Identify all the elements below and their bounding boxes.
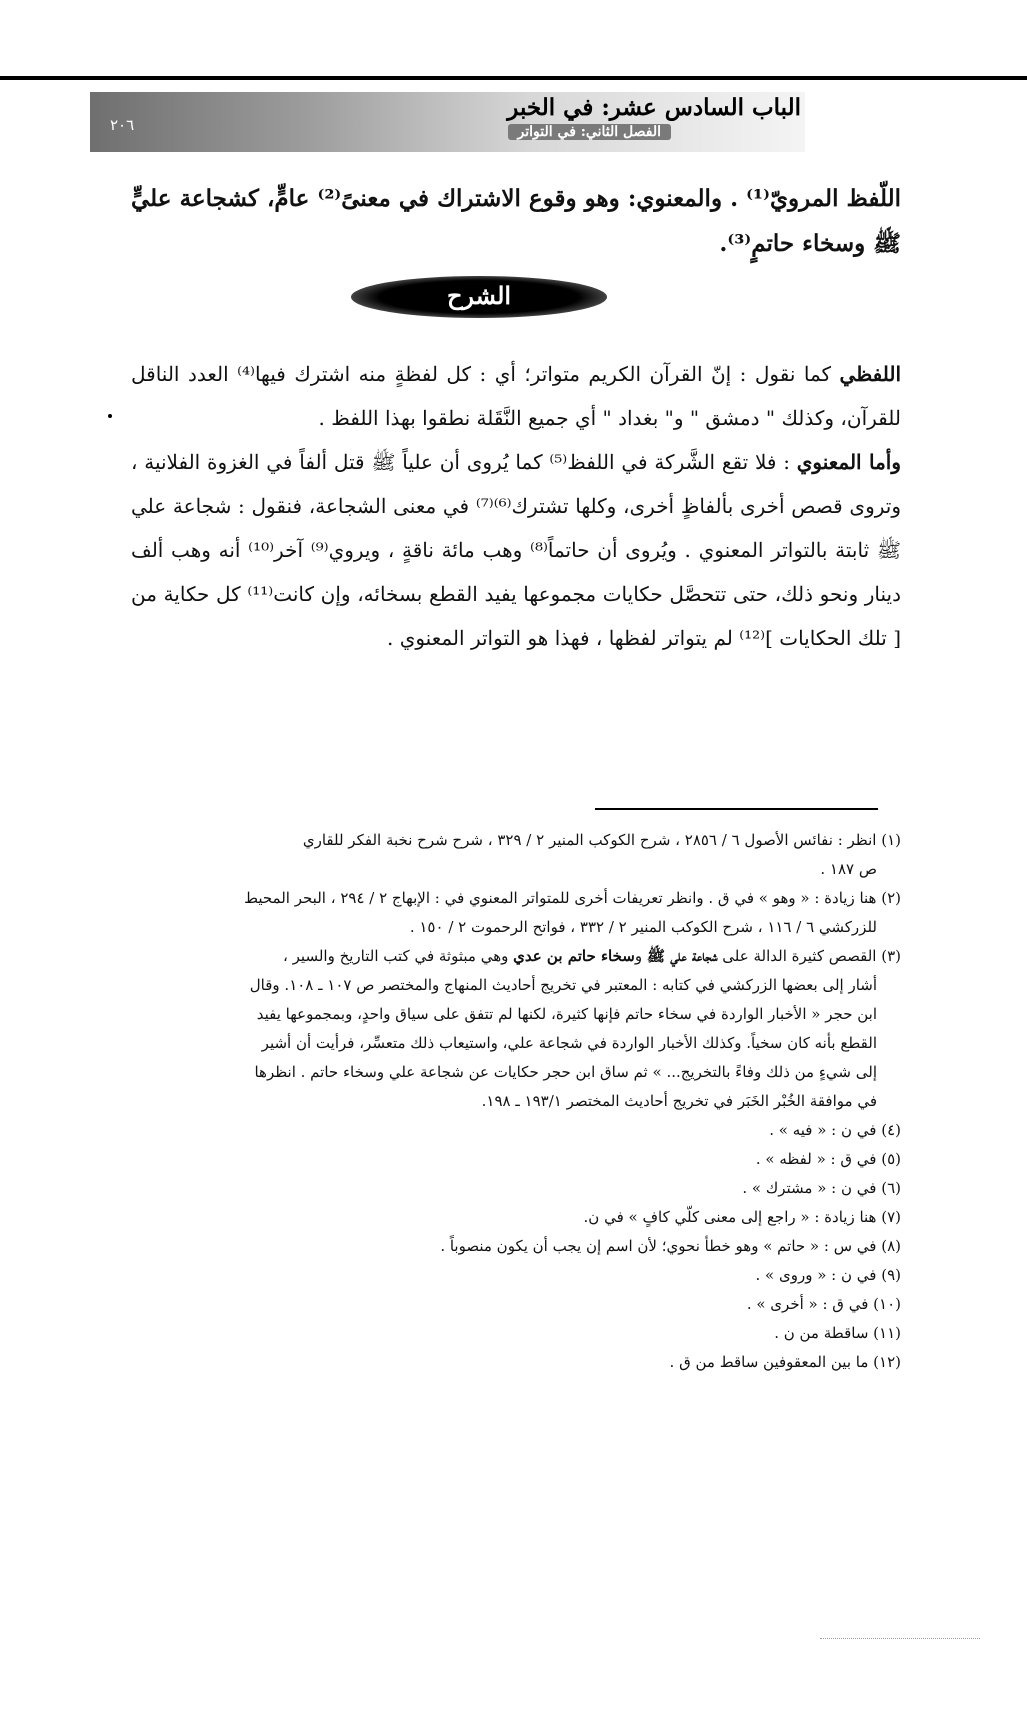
footnote-2: (٢) هنا زيادة : « وهو » في ق . وانظر تعريفات أخرى للمتواتر المعنوي في : الإبهاج ٢ / ٢٩٤ ، البحر المحيط	[244, 889, 901, 907]
footnotes	[101, 826, 901, 1377]
footnote-12: (١٢) ما بين المعقوفين ساقط من ق .	[669, 1353, 901, 1371]
footnote-7: (٧) هنا زيادة : « راجع إلى معنى كلّي كافٍ » في ن.	[583, 1208, 901, 1226]
paragraph-manawi-text: : فلا تقع الشَّركة في اللفظ⁽⁵⁾ كما يُروى أن علياً ﷺ قتل ألفاً في الغزوة الفلانية ، وتروى قصص أخرى بألفاظٍ أخرى، وكلها تشترك⁽⁶⁾⁽⁷⁾ في معنى الشجاعة، فنقول : شجاعة علي ﷺ ثابتة بالتواتر المعنوي . ويُروى أن حاتماً⁽⁸⁾ وهب مائة ناقةٍ ، ويروي⁽⁹⁾ آخر⁽¹⁰⁾ أنه وهب ألف دينار ونحو ذلك، حتى تتحصَّل حكايات مجموعها يفيد القطع بسخائه، وإن كانت⁽¹¹⁾ كل حكاية من [ تلك الحكايات ]⁽¹²⁾ لم يتواتر لفظها ، فهذا هو التواتر المعنوي .	[131, 450, 902, 650]
footnote-11: (١١) ساقطة من ن .	[774, 1324, 901, 1342]
footnote-3-tail: وهي مبثوثة في كتب التاريخ والسير ،	[283, 947, 514, 965]
footnote-3-line-6: في موافقة الخُبْر الخَبَر في تخريج أحاديث المختصر ١٩٣/١ ـ ١٩٨.	[481, 1092, 877, 1110]
footnote-3-kw2: سخاء حاتم بن عدي	[513, 947, 635, 965]
footnote-3-line-2: أشار إلى بعضها الزركشي في كتابه : المعتبر في تخريج أحاديث المنهاج والمختصر ص ١٠٧ ـ ١٠٨. وقال	[249, 976, 877, 994]
footnote-6: (٦) في ن : « مشترك » .	[742, 1179, 901, 1197]
keyword-manawi: وأما المعنوي	[796, 450, 901, 474]
footnote-1-cont: ص ١٨٧ .	[820, 860, 877, 878]
matn-text: اللّفظ المرويّ⁽¹⁾ . والمعنوي: وهو وقوع الاشتراك في معنىً⁽²⁾ عامٍّ، كشجاعة عليٍّ ﷺ وسخاء حاتمٍ⁽³⁾.	[131, 185, 901, 257]
chapter-title: الباب السادس عشر: في الخبر	[507, 94, 801, 121]
footnote-3-line-4: القطع بأنه كان سخياً. وكذلك الأخبار الواردة في شجاعة علي، واستيعاب ذلك متعسِّر، فرأيت أن أشير	[261, 1034, 877, 1052]
footnote-2-cont: للزركشي ٦ / ١١٦ ، شرح الكوكب المنير ٢ / ٣٣٢ ، فواتح الرحموت ٢ / ١٥٠ .	[409, 918, 877, 936]
paragraph-lafzi	[131, 352, 901, 440]
margin-dot	[108, 414, 112, 418]
section-title: الفصل الثاني: في التواتر	[508, 124, 671, 140]
footnote-separator	[595, 808, 878, 810]
paragraph-lafzi-text: كما نقول : إنّ القرآن الكريم متواتر؛ أي : كل لفظةٍ منه اشترك فيها⁽⁴⁾ العدد الناقل للقرآن، وكذلك " دمشق " و" بغداد " أي جميع النَّقَلة نطقوا بهذا اللفظ .	[131, 362, 901, 430]
footnote-10: (١٠) في ق : « أخرى » .	[746, 1295, 901, 1313]
keyword-lafzi: اللفظي	[839, 362, 901, 386]
footnote-3-kw1: شجاعة علي ﷺ	[646, 947, 718, 965]
scan-artifact	[820, 1638, 980, 1640]
paragraph-manawi	[131, 440, 901, 660]
footnote-3-line-5: إلى شيءٍ من ذلك وفاءً بالتخريج... » ثم ساق ابن حجر حكايات عن شجاعة علي وسخاء حاتم . انظرها	[254, 1063, 877, 1081]
sharh-heading: الشرح	[351, 276, 607, 318]
top-rule	[0, 76, 1027, 80]
footnote-3-lead: (٣) القصص كثيرة الدالة على	[717, 947, 901, 965]
footnote-3	[101, 942, 901, 971]
page-number: ٢٠٦	[110, 116, 135, 134]
sharh-body	[131, 352, 901, 660]
footnote-8: (٨) في س : « حاتم » وهو خطأ نحوي؛ لأن اسم إن يجب أن يكون منصوباً .	[440, 1237, 901, 1255]
footnote-9: (٩) في ن : « وروى » .	[755, 1266, 901, 1284]
footnote-1: (١) انظر : نفائس الأصول ٦ / ٢٨٥٦ ، شرح الكوكب المنير ٢ / ٣٢٩ ، شرح شرح نخبة الفكر للقاري	[302, 831, 901, 849]
footnote-5: (٥) في ق : « لفظه » .	[755, 1150, 901, 1168]
footnote-4: (٤) في ن : « فيه » .	[769, 1121, 901, 1139]
footnote-3-mid: و	[634, 947, 647, 965]
footnote-3-line-3: ابن حجر « الأخبار الواردة في سخاء حاتم فإنها كثيرة، لكنها لم تتفق على سياق واحدٍ، وبمجموعها يفيد	[256, 1005, 877, 1023]
